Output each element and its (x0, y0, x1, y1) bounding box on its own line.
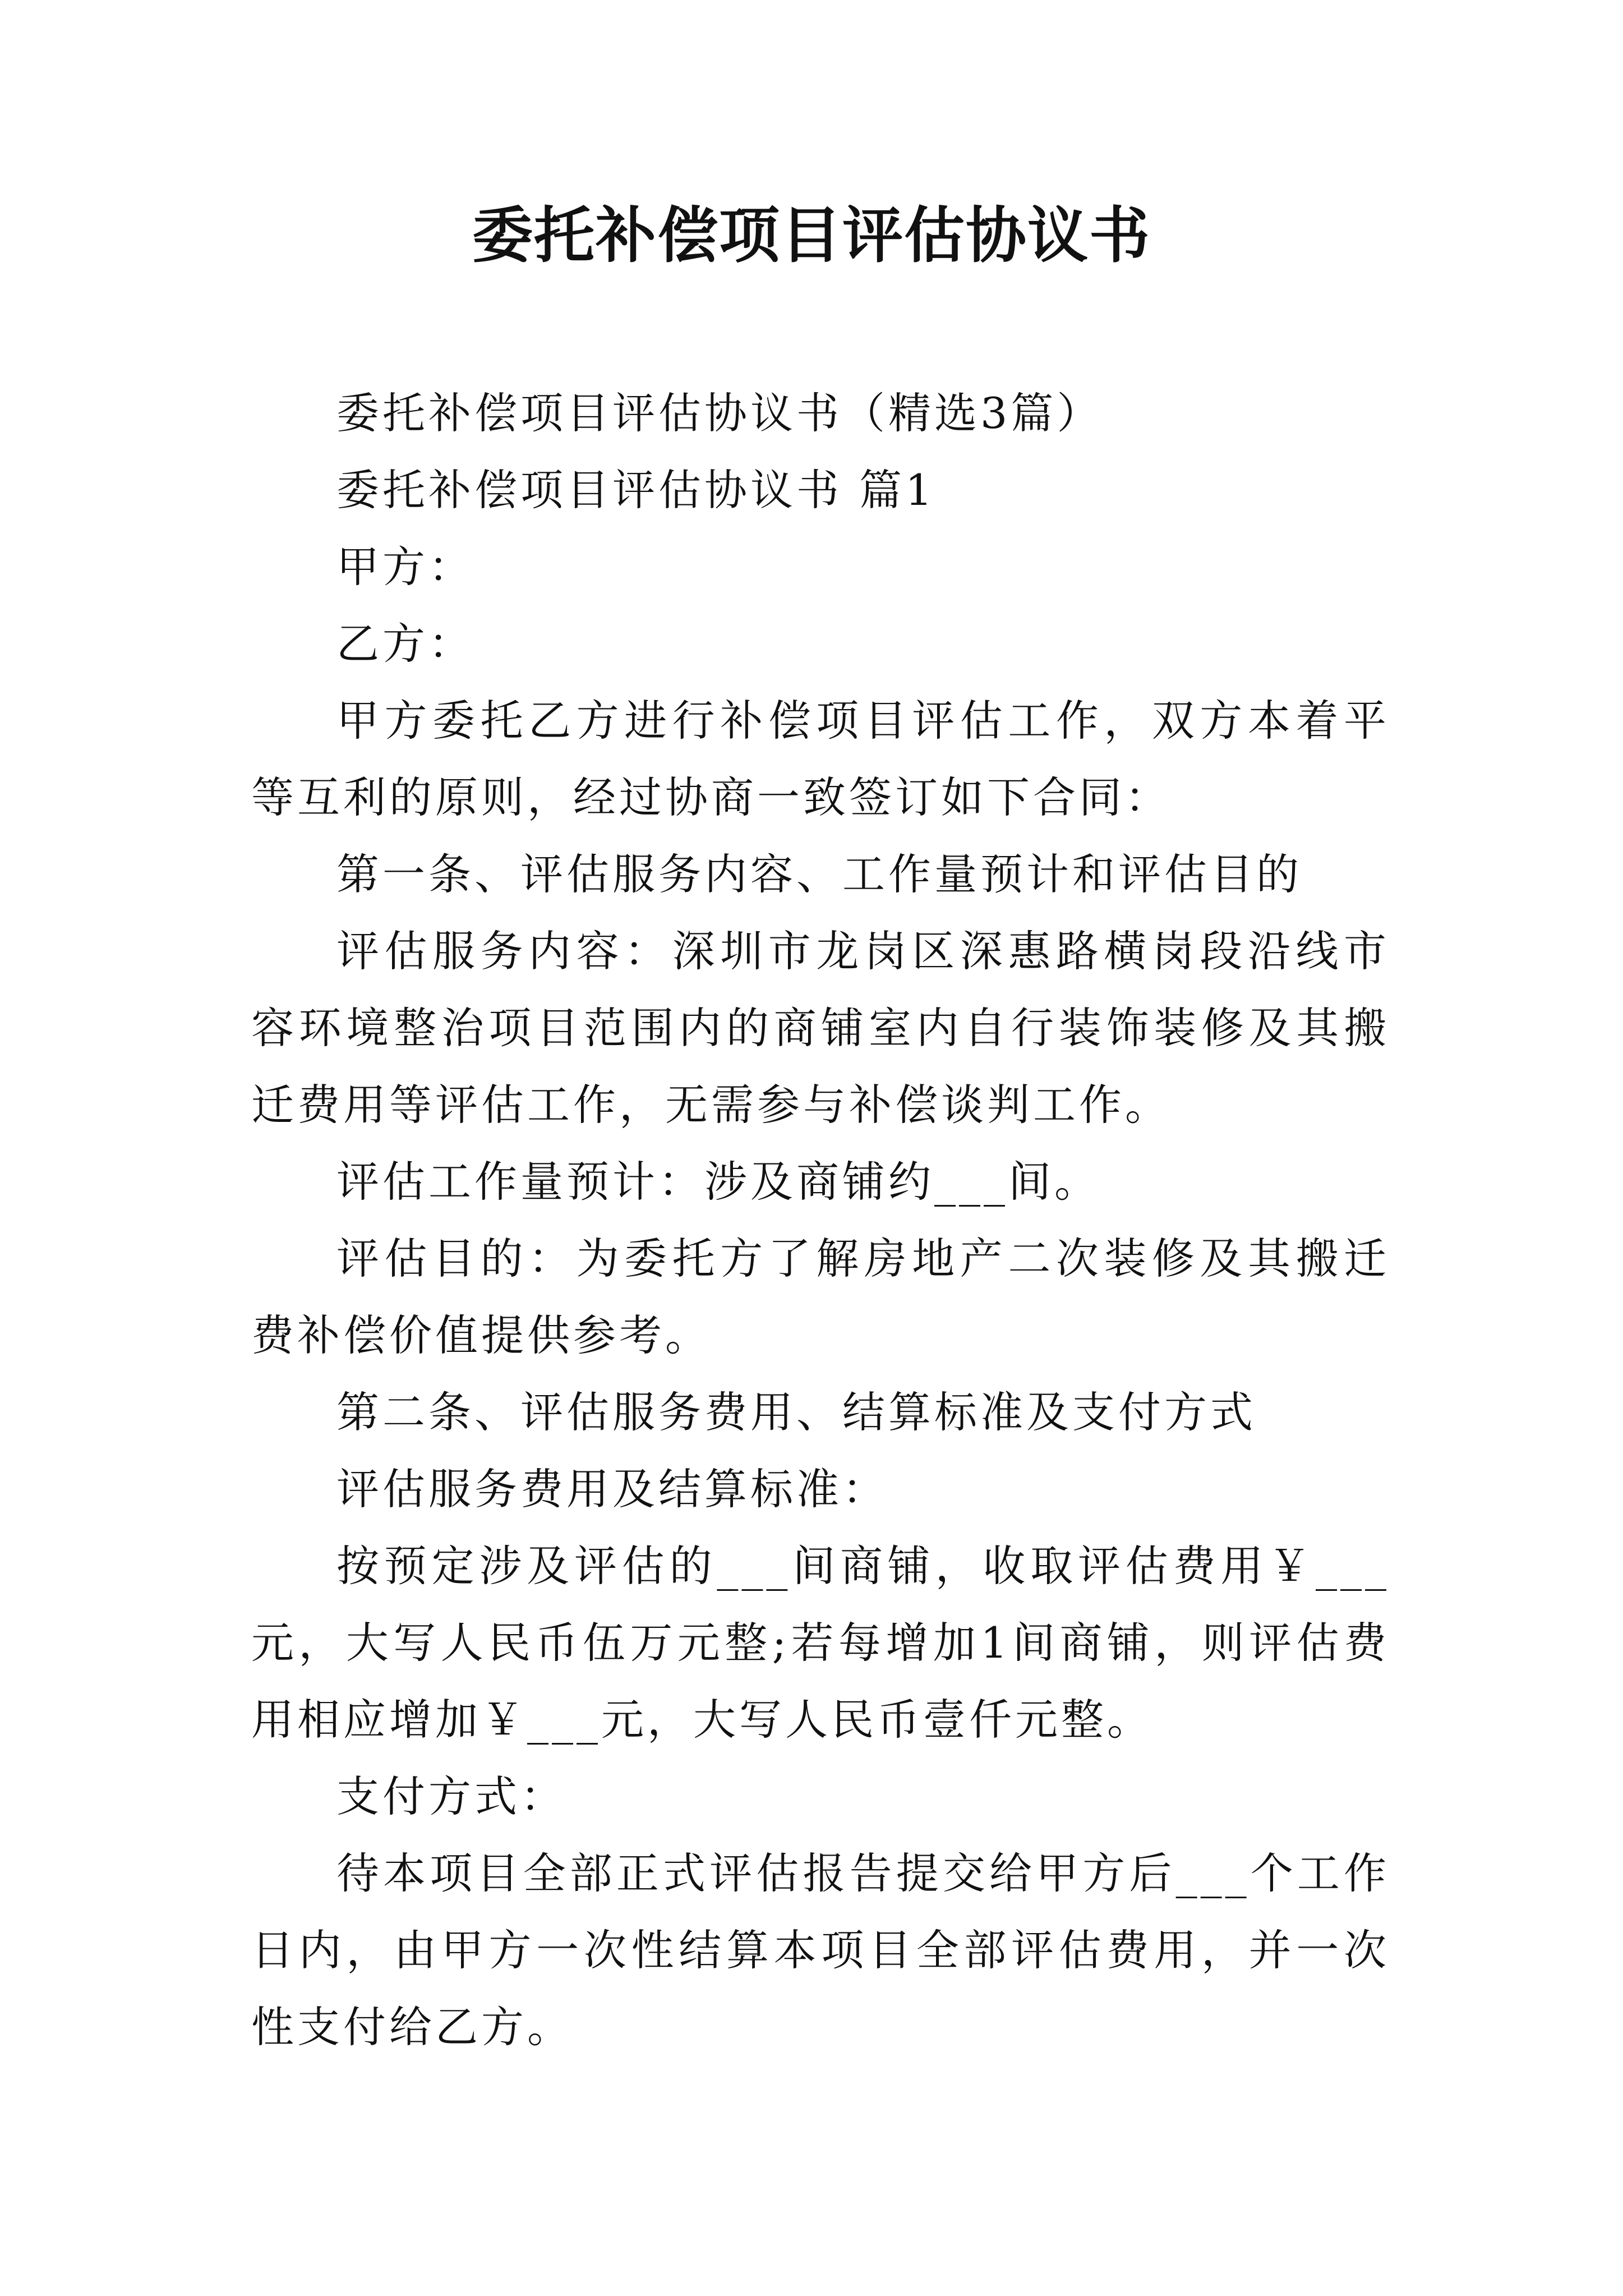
paragraph-party-b: 乙方： (336, 619, 474, 669)
paragraph-payment-heading: 支付方式： (336, 1772, 566, 1821)
document-body (251, 375, 1390, 2065)
paragraph-article-1-heading: 第一条、评估服务内容、工作量预计和评估目的 (336, 849, 1302, 899)
paragraph-fee-details: 按预定涉及评估的___间商铺，收取评估费用￥___元，大写人民币伍万元整;若每增加1间商铺，则评估费用相应增加￥___元，大写人民币壹仟元整。 (251, 1541, 1390, 1745)
paragraph-article-2-heading: 第二条、评估服务费用、结算标准及支付方式 (336, 1387, 1256, 1437)
document-title: 委托补偿项目评估协议书 (472, 200, 1151, 271)
paragraph-payment-details: 待本项目全部正式评估报告提交给甲方后___个工作日内，由甲方一次性结算本项目全部评估费用，并一次性支付给乙方。 (251, 1848, 1390, 2052)
paragraph-purpose: 评估目的：为委托方了解房地产二次装修及其搬迁费补偿价值提供参考。 (251, 1234, 1390, 1360)
paragraph-intro: 甲方委托乙方进行补偿项目评估工作，双方本着平等互利的原则，经过协商一致签订如下合同： (251, 696, 1390, 822)
paragraph-party-a: 甲方： (336, 542, 474, 592)
paragraph-fee-standard-heading: 评估服务费用及结算标准： (336, 1464, 888, 1514)
paragraph-subtitle: 委托补偿项目评估协议书（精选3篇） (336, 388, 1103, 438)
paragraph-service-content: 评估服务内容：深圳市龙岗区深惠路横岗段沿线市容环境整治项目范围内的商铺室内自行装饰装修及其搬迁费用等评估工作，无需参与补偿谈判工作。 (251, 926, 1390, 1130)
paragraph-section-heading: 委托补偿项目评估协议书 篇1 (336, 465, 936, 515)
paragraph-workload-estimate: 评估工作量预计：涉及商铺约___间。 (336, 1157, 1100, 1207)
